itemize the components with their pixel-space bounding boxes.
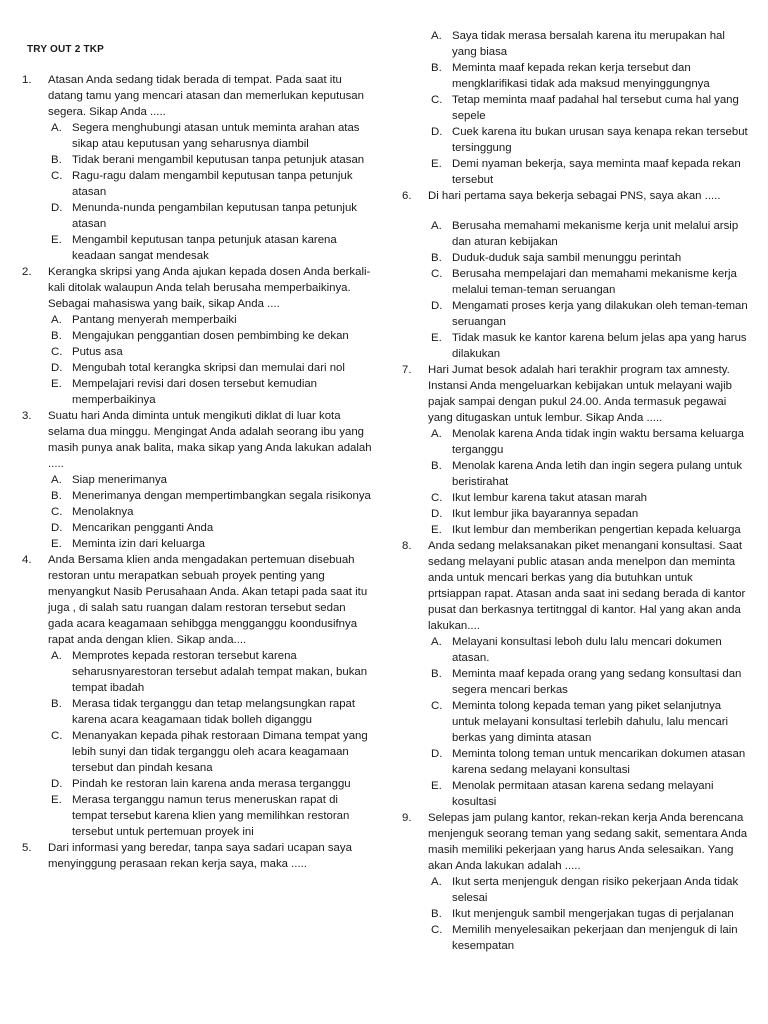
option-letter: A. bbox=[431, 636, 442, 648]
option-text: Putus asa bbox=[72, 346, 123, 358]
option-letter: E. bbox=[51, 234, 62, 246]
option-text: Merasa terganggu namun terus meneruskan rapat di tempat tersebut karena klien yang memilihkan restoran tersebut untuk pertemuan proyek ini bbox=[72, 794, 350, 838]
option-letter: D. bbox=[431, 508, 443, 520]
option bbox=[22, 648, 374, 696]
option-letter: A. bbox=[431, 220, 442, 232]
question-text: Di hari pertama saya bekerja sebagai PNS, saya akan ..... bbox=[428, 190, 721, 202]
option-list bbox=[402, 874, 748, 954]
option bbox=[22, 776, 374, 792]
option bbox=[402, 426, 748, 458]
option bbox=[22, 792, 374, 840]
question-number: 1. bbox=[22, 74, 32, 86]
option bbox=[402, 218, 748, 250]
question-text: Suatu hari Anda diminta untuk mengikuti diklat di luar kota selama dua minggu. Mengingat Anda adalah seorang ibu yang masih punya anak balita, maka sikap yang Anda lakukan adalah ..... bbox=[48, 410, 372, 470]
option-text: Menolak permitaan atasan karena sedang melayani kosultasi bbox=[452, 780, 714, 808]
question-number: 3. bbox=[22, 410, 32, 422]
option-text: Tidak masuk ke kantor karena belum jelas apa yang harus dilakukan bbox=[452, 332, 747, 360]
option-letter: E. bbox=[431, 158, 442, 170]
option-letter: C. bbox=[431, 700, 443, 712]
question bbox=[402, 188, 748, 204]
option-text: Menolak karena Anda tidak ingin waktu bersama keluarga terganggu bbox=[452, 428, 744, 456]
option-text: Ragu-ragu dalam mengambil keputusan tanpa petunjuk atasan bbox=[72, 170, 353, 198]
option bbox=[402, 156, 748, 188]
option-letter: A. bbox=[51, 650, 62, 662]
option bbox=[402, 778, 748, 810]
option bbox=[402, 634, 748, 666]
option bbox=[402, 298, 748, 330]
option-text: Menolak karena Anda letih dan ingin segera pulang untuk beristirahat bbox=[452, 460, 743, 488]
option bbox=[22, 120, 374, 152]
option bbox=[402, 330, 748, 362]
option-letter: E. bbox=[431, 780, 442, 792]
option-letter: A. bbox=[51, 314, 62, 326]
option-text: Ikut lembur karena takut atasan marah bbox=[452, 492, 648, 504]
option bbox=[402, 266, 748, 298]
question bbox=[402, 810, 748, 874]
question-number: 4. bbox=[22, 554, 32, 566]
spacer bbox=[402, 204, 748, 218]
option-letter: D. bbox=[431, 126, 443, 138]
option-list bbox=[402, 634, 748, 810]
option-letter: B. bbox=[51, 698, 62, 710]
option-letter: D. bbox=[51, 202, 63, 214]
question bbox=[22, 408, 374, 472]
option-text: Ikut lembur dan memberikan pengertian kepada keluarga bbox=[452, 524, 741, 536]
option bbox=[22, 152, 374, 168]
option-text: Duduk-duduk saja sambil menunggu perintah bbox=[452, 252, 682, 264]
option bbox=[22, 520, 374, 536]
option-letter: C. bbox=[51, 170, 63, 182]
option bbox=[22, 376, 374, 408]
option-text: Ikut serta menjenguk dengan risiko pekerjaan Anda tidak selesai bbox=[452, 876, 739, 904]
option-list bbox=[402, 28, 748, 188]
option-list bbox=[22, 648, 374, 840]
option-letter: E. bbox=[51, 378, 62, 390]
option bbox=[22, 168, 374, 200]
option-text: Berusaha memahami mekanisme kerja unit melalui arsip dan aturan kebijakan bbox=[452, 220, 739, 248]
question-text: Kerangka skripsi yang Anda ajukan kepada dosen Anda berkali-kali ditolak walaupun Anda telah berusaha memperbaikinya. Sebagai mahasiswa yang baik, sikap Anda .... bbox=[48, 266, 371, 310]
option bbox=[402, 60, 748, 92]
option-text: Pindah ke restoran lain karena anda merasa terganggu bbox=[72, 778, 351, 790]
option bbox=[402, 28, 748, 60]
option-letter: A. bbox=[431, 30, 442, 42]
option-letter: C. bbox=[431, 492, 443, 504]
option bbox=[22, 360, 374, 376]
option bbox=[22, 232, 374, 264]
option bbox=[402, 250, 748, 266]
question bbox=[22, 264, 374, 312]
option-letter: C. bbox=[431, 94, 443, 106]
option-text: Tidak berani mengambil keputusan tanpa petunjuk atasan bbox=[72, 154, 365, 166]
option-letter: B. bbox=[431, 62, 442, 74]
option bbox=[402, 746, 748, 778]
option-text: Ikut menjenguk sambil mengerjakan tugas di perjalanan bbox=[452, 908, 734, 920]
option-text: Memprotes kepada restoran tersebut karena seharusnyarestoran tersebut adalah tempat makan, bukan tempat ibadah bbox=[72, 650, 368, 694]
question-text: Selepas jam pulang kantor, rekan-rekan kerja Anda berencana menjenguk seorang teman yang sedang sakit, sementara Anda masih memiliki pekerjaan yang harus Anda selesaikan. Yang akan Anda lakukan adalah ..... bbox=[428, 812, 748, 872]
option bbox=[22, 728, 374, 776]
left-column bbox=[22, 28, 374, 872]
option-letter: A. bbox=[431, 876, 442, 888]
option bbox=[402, 666, 748, 698]
option-letter: C. bbox=[51, 346, 63, 358]
option-text: Menolaknya bbox=[72, 506, 134, 518]
option bbox=[22, 200, 374, 232]
question bbox=[402, 362, 748, 426]
question-number: 9. bbox=[402, 812, 412, 824]
option-letter: C. bbox=[51, 730, 63, 742]
option-letter: B. bbox=[431, 668, 442, 680]
option-letter: E. bbox=[51, 794, 62, 806]
option-text: Meminta tolong teman untuk mencarikan dokumen atasan karena sedang melayani konsultasi bbox=[452, 748, 746, 776]
option-letter: B. bbox=[431, 252, 442, 264]
option bbox=[22, 696, 374, 728]
right-column bbox=[402, 28, 748, 954]
option-letter: A. bbox=[51, 122, 62, 134]
option-text: Meminta maaf kepada orang yang sedang konsultasi dan segera mencari berkas bbox=[452, 668, 742, 696]
option-list bbox=[22, 312, 374, 408]
option-letter: D. bbox=[51, 362, 63, 374]
option-letter: E. bbox=[51, 538, 62, 550]
option-letter: C. bbox=[431, 924, 443, 936]
option-text: Mencarikan pengganti Anda bbox=[72, 522, 214, 534]
question-number: 7. bbox=[402, 364, 412, 376]
option-list bbox=[402, 218, 748, 362]
option-letter: E. bbox=[431, 332, 442, 344]
option-text: Meminta maaf kepada rekan kerja tersebut dan mengklarifikasi tidak ada maksud menyinggungnya bbox=[452, 62, 710, 90]
option-letter: B. bbox=[51, 490, 62, 502]
option-text: Mengambil keputusan tanpa petunjuk atasan karena keadaan sangat mendesak bbox=[72, 234, 337, 262]
option bbox=[402, 92, 748, 124]
option-list bbox=[402, 426, 748, 538]
option-text: Cuek karena itu bukan urusan saya kenapa rekan tersebut tersinggung bbox=[452, 126, 748, 154]
option bbox=[402, 922, 748, 954]
option-text: Menunda-nunda pengambilan keputusan tanpa petunjuk atasan bbox=[72, 202, 357, 230]
option-text: Siap menerimanya bbox=[72, 474, 167, 486]
question-text: Anda sedang melaksanakan piket menangani konsultasi. Saat sedang melayani public atasan anda menelpon dan meminta anda untuk mencari berkas yang dia butuhkan untuk prtsiappan rapat. Atasan anda saat ini sedang berada di kantor pusat dan berkasnya tertitnggal di kantor. Hal yang akan anda lakukan.... bbox=[428, 540, 746, 632]
option-text: Merasa tidak terganggu dan tetap melangsungkan rapat karena acara keagamaan tidak bolleh diganggu bbox=[72, 698, 356, 726]
option-letter: D. bbox=[431, 300, 443, 312]
option-text: Demi nyaman bekerja, saya meminta maaf kepada rekan tersebut bbox=[452, 158, 741, 186]
option-text: Menerimanya dengan mempertimbangkan segala risikonya bbox=[72, 490, 371, 502]
option-letter: B. bbox=[431, 460, 442, 472]
option-text: Ikut lembur jika bayarannya sepadan bbox=[452, 508, 639, 520]
option bbox=[22, 344, 374, 360]
option-letter: E. bbox=[431, 524, 442, 536]
question bbox=[402, 538, 748, 634]
question bbox=[22, 552, 374, 648]
option-letter: D. bbox=[51, 522, 63, 534]
question-number: 5. bbox=[22, 842, 32, 854]
option bbox=[22, 472, 374, 488]
option-text: Memilih menyelesaikan pekerjaan dan menjenguk di lain kesempatan bbox=[452, 924, 738, 952]
option bbox=[402, 490, 748, 506]
page-title: TRY OUT 2 TKP bbox=[27, 44, 105, 55]
option-letter: D. bbox=[51, 778, 63, 790]
option bbox=[402, 522, 748, 538]
option-letter: C. bbox=[431, 268, 443, 280]
question-text: Atasan Anda sedang tidak berada di tempat. Pada saat itu datang tamu yang mencari atasan dan memerlukan keputusan segera. Sikap Anda ..... bbox=[48, 74, 364, 118]
option-text: Meminta izin dari keluarga bbox=[72, 538, 205, 550]
option-letter: B. bbox=[431, 908, 442, 920]
option bbox=[402, 458, 748, 490]
option-letter: A. bbox=[431, 428, 442, 440]
question bbox=[22, 840, 374, 872]
option-letter: C. bbox=[51, 506, 63, 518]
option-text: Berusaha mempelajari dan memahami mekanisme kerja melalui teman-teman seruangan bbox=[452, 268, 737, 296]
question-number: 2. bbox=[22, 266, 32, 278]
option-text: Saya tidak merasa bersalah karena itu merupakan hal yang biasa bbox=[452, 30, 725, 58]
question-text: Hari Jumat besok adalah hari terakhir program tax amnesty. Instansi Anda mengeluarkan kebijakan untuk melayani wajib pajak sampai dengan pukul 24.00. Anda termasuk pegawai yang ditugaskan untuk lembur. Sikap Anda ..... bbox=[428, 364, 732, 424]
question-number: 8. bbox=[402, 540, 412, 552]
option bbox=[22, 488, 374, 504]
option-text: Mengamati proses kerja yang dilakukan oleh teman-teman seruangan bbox=[452, 300, 748, 328]
question bbox=[22, 72, 374, 120]
option bbox=[402, 124, 748, 156]
option bbox=[402, 874, 748, 906]
option-letter: D. bbox=[431, 748, 443, 760]
option-text: Pantang menyerah memperbaiki bbox=[72, 314, 237, 326]
option-letter: B. bbox=[51, 330, 62, 342]
question-text: Dari informasi yang beredar, tanpa saya sadari ucapan saya menyinggung perasaan rekan kerja saya, maka ..... bbox=[48, 842, 352, 870]
option-text: Menanyakan kepada pihak restoraan Dimana tempat yang lebih sunyi dan tidak terganggu oleh acara keagamaan tersebut dan pindah kesana bbox=[72, 730, 368, 774]
option bbox=[22, 504, 374, 520]
option bbox=[402, 906, 748, 922]
option bbox=[22, 536, 374, 552]
option bbox=[402, 506, 748, 522]
option-text: Mengubah total kerangka skripsi dan memulai dari nol bbox=[72, 362, 345, 374]
option-text: Mengajukan penggantian dosen pembimbing ke dekan bbox=[72, 330, 349, 342]
option bbox=[22, 328, 374, 344]
question-number: 6. bbox=[402, 190, 412, 202]
option-letter: B. bbox=[51, 154, 62, 166]
option bbox=[22, 312, 374, 328]
option-list bbox=[22, 472, 374, 552]
question-text: Anda Bersama klien anda mengadakan pertemuan disebuah restoran untu merapatkan sebuah proyek penting yang menyangkut Nasib Perusahaan Anda. Akan tetapi pada saat itu juga , di salah satu ruangan dalam restoran tersebut sedan gada acara keagamaan sehibgga mengganggu koondusifnya rapat anda dengan klien. Sikap anda.... bbox=[48, 554, 368, 646]
option-text: Melayani konsultasi leboh dulu lalu mencari dokumen atasan. bbox=[452, 636, 722, 664]
option-text: Segera menghubungi atasan untuk meminta arahan atas sikap atau keputusan yang seharusnya diambil bbox=[72, 122, 360, 150]
option-text: Meminta tolong kepada teman yang piket selanjutnya untuk melayani konsultasi terlebih dahulu, lalu mencari berkas yang diminta atasan bbox=[452, 700, 729, 744]
option-text: Mempelajari revisi dari dosen tersebut kemudian memperbaikinya bbox=[72, 378, 318, 406]
option-list bbox=[22, 120, 374, 264]
option-text: Tetap meminta maaf padahal hal tersebut cuma hal yang sepele bbox=[452, 94, 739, 122]
option bbox=[402, 698, 748, 746]
option-letter: A. bbox=[51, 474, 62, 486]
